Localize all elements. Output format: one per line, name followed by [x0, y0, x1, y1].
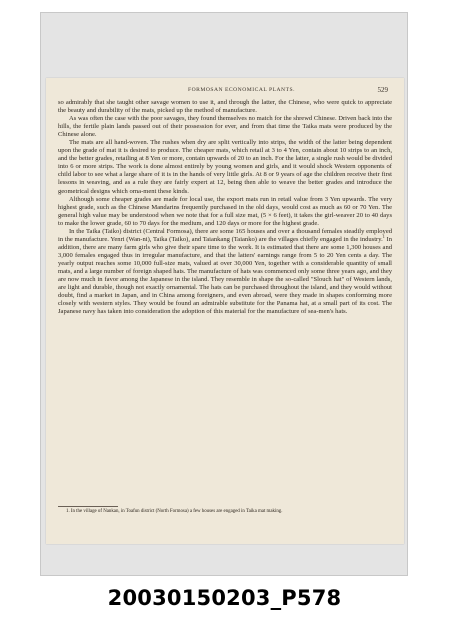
footnote	[58, 509, 392, 515]
paragraph: The mats are all hand-woven. The rushes when dry are split vertically into strips, the width of the latter being dependent upon the grade of mat it is desired to produce. The cheaper mats, which retail at 3 to 4 Yen, contain about 10 strips to an inch, and the better grades, retailing at 8 Yen or more, contain upwards of 20 to an inch. For the latter, a single rush would be divided into 6 or more strips. The work is done almost entirely by young women and girls, and it would shock Western opponents of child labor to see what a large share of it is in the hands of very little girls. At 8 or 9 years of age the children receive their first lessons in weaving, and as a rule they are fairly expert at 12, being then able to weave the better grades and introduce the geometrical designs which orna-ment these kinds.	[58, 139, 392, 195]
paragraph	[58, 228, 392, 317]
book-page	[46, 78, 404, 544]
paragraph: As was often the case with the poor savages, they found themselves no match for the shrewd Chinese. Driven back into the hills, the fertile plain lands passed out of their possession for ever, and from that time the Taika mats were produced by the Chinese alone.	[58, 115, 392, 139]
footnote-text: 1. In the village of Nankan, in Toafun district (North Formosa) a few houses are engaged in Taika mat making.	[66, 509, 283, 514]
running-title: FORMOSAN ECONOMICAL PLANTS.	[188, 87, 295, 93]
page-number: 529	[377, 86, 388, 94]
paragraph-text: In addition, there are many farm girls who give their spare time to the work. It is estimated that there are some 1,300 houses and 3,000 females engaged thus in irregular manufacture, and that the latters' earnings range from 5 to 20 Yen cents a day. The yearly output reaches some 10,000 full-size mats, valued at over 30,000 Yen, together with a considerable quantity of small mats, and a large number of foreign shaped hats. The manufacture of hats was commenced only some three years ago, and they are now much in favor among the Japanese in the island. They resemble in shape the so-called "Slouch hat" of Western lands, are light and durable, though not exactly ornamental. The hats can be purchased throughout the island, and they would without doubt, find a market in Japan, and in China among foreigners, and even abroad, were they made in shapes conforming more closely with western styles. They would be found an admirable substitute for the Panama hat, at a small part of its cost. The Japanese navy has taken into consideration the adoption of this material for the manufacture of sea-men's hats.	[58, 235, 392, 316]
paragraph: so admirably that she taught other savage women to use it, and through the latter, the Chinese, who were quick to appreciate the beauty and durability of the mats, picked up the method of manufacture.	[58, 99, 392, 115]
footnote-rule	[58, 506, 118, 507]
paragraph-text: In the Taika (Taiko) district (Central Formosa), there are some 165 houses and over a thousand females steadily employed in the manufacture. Yenri (Wan-ni), Taika (Taiko), and Taiankang (Taianko) are the villages chiefly engaged in the industry.	[58, 227, 392, 243]
image-caption: 20030150203_P578	[107, 586, 342, 610]
footnote-marker: 1	[382, 233, 385, 239]
paragraph: Although some cheaper grades are made for local use, the export mats run in retail value from 3 Yen upwards. The very highest grade, such as the Chinese Mandarins frequently purchased in the old days, would cost as much as 60 or 70 Yen. The general high value may be understood when we note that for a full size mat, (5 × 6 feet), it takes the girl-weaver 20 to 40 days to make the lower grade, 60 to 70 days for the medium, and 120 days or more for the highest grade.	[58, 195, 392, 227]
page-body	[58, 99, 392, 316]
running-header	[46, 87, 404, 97]
